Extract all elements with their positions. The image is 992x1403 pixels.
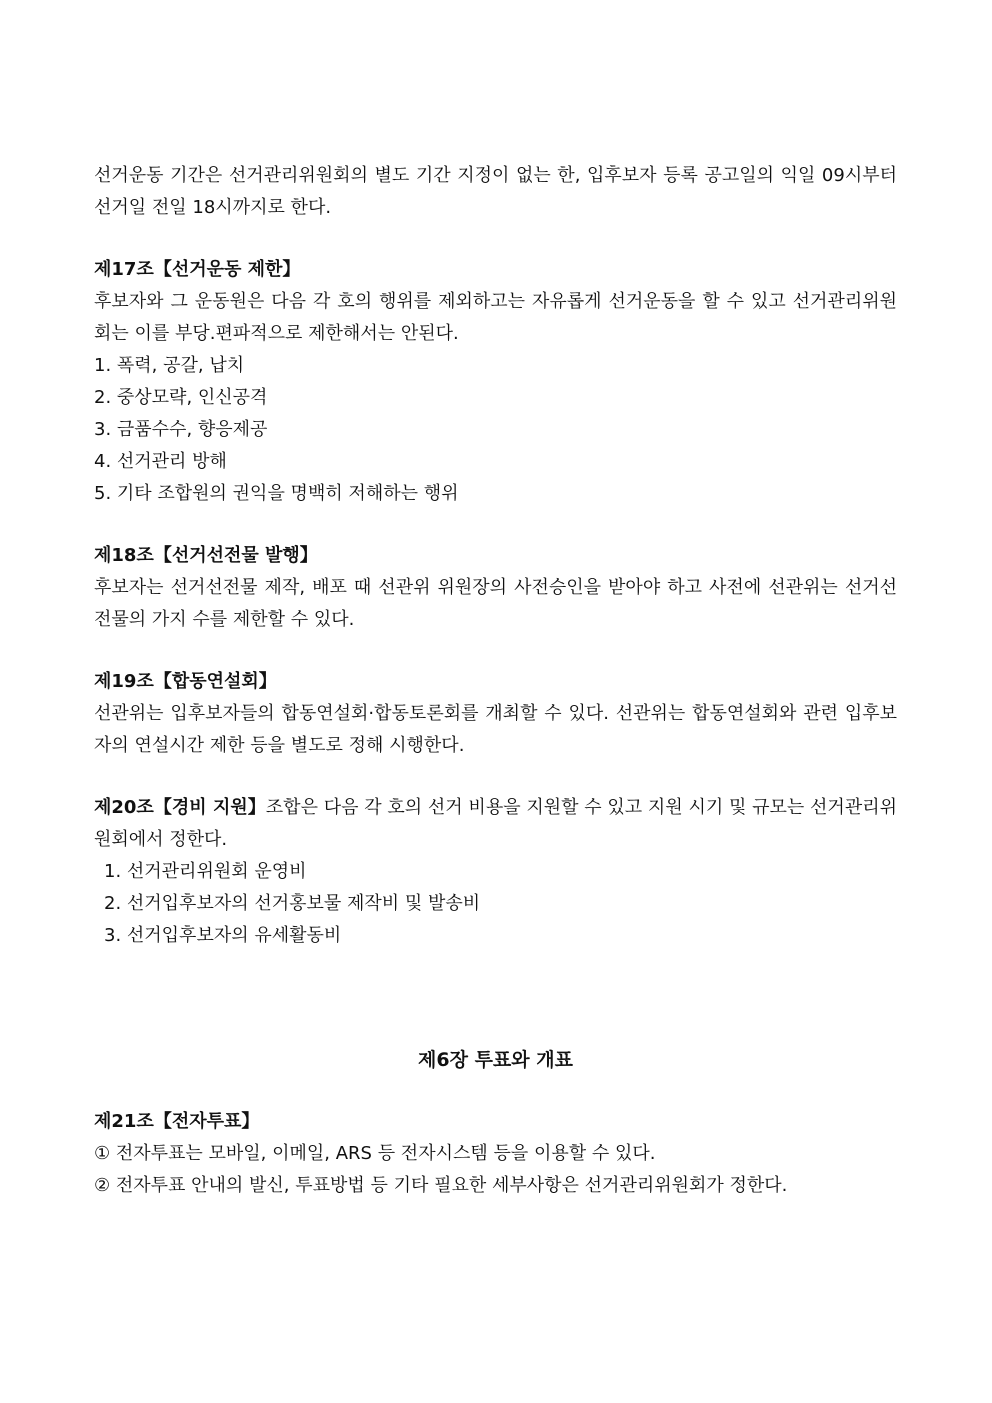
article-20-body: 조합은 다음 각 호의 선거 비용을 지원할 수 있고 지원 시기 및 규모는 선거관리위원회에서 정한다.	[94, 797, 897, 850]
article-19-heading: 제19조【합동연설회】	[94, 671, 277, 692]
article-17-item-4: 4. 선거관리 방해	[94, 451, 227, 472]
article-20-paragraph	[94, 792, 897, 856]
article-20-item-3: 3. 선거입후보자의 유세활동비	[104, 925, 342, 946]
article-20-item-2: 2. 선거입후보자의 선거홍보물 제작비 및 발송비	[104, 893, 481, 914]
article-21-item-2: ② 전자투표 안내의 발신, 투표방법 등 기타 필요한 세부사항은 선거관리위원회가 정한다.	[94, 1175, 788, 1196]
article-21-heading: 제21조【전자투표】	[94, 1111, 260, 1132]
article-18-body: 후보자는 선거선전물 제작, 배포 때 선관위 위원장의 사전승인을 받아야 하고 사전에 선관위는 선거선전물의 가지 수를 제한할 수 있다.	[94, 577, 897, 630]
article-17-item-5: 5. 기타 조합원의 권익을 명백히 저해하는 행위	[94, 483, 459, 504]
article-20-heading: 제20조【경비 지원】	[94, 797, 266, 818]
article-19	[94, 666, 897, 762]
article-17	[94, 254, 897, 510]
intro-paragraph: 선거운동 기간은 선거관리위원회의 별도 기간 지정이 없는 한, 입후보자 등록 공고일의 익일 09시부터 선거일 전일 18시까지로 한다.	[94, 165, 897, 218]
article-17-item-3: 3. 금품수수, 향응제공	[94, 419, 268, 440]
article-19-body: 선관위는 입후보자들의 합동연설회·합동토론회를 개최할 수 있다. 선관위는 합동연설회와 관련 입후보자의 연설시간 제한 등을 별도로 정해 시행한다.	[94, 703, 897, 756]
article-18-heading: 제18조【선거선전물 발행】	[94, 545, 318, 566]
article-17-item-2: 2. 중상모략, 인신공격	[94, 387, 268, 408]
article-17-heading: 제17조【선거운동 제한】	[94, 259, 301, 280]
article-18	[94, 540, 897, 636]
article-17-item-1: 1. 폭력, 공갈, 납치	[94, 355, 245, 376]
article-20-item-1: 1. 선거관리위원회 운영비	[104, 861, 307, 882]
document-page	[94, 160, 897, 1202]
article-20	[94, 792, 897, 952]
article-21	[94, 1106, 897, 1202]
article-17-body: 후보자와 그 운동원은 다음 각 호의 행위를 제외하고는 자유롭게 선거운동을 할 수 있고 선거관리위원회는 이를 부당.편파적으로 제한해서는 안된다.	[94, 291, 897, 344]
article-21-item-1: ① 전자투표는 모바일, 이메일, ARS 등 전자시스템 등을 이용할 수 있다.	[94, 1143, 656, 1164]
chapter-6-title: 제6장 투표와 개표	[418, 1049, 573, 1071]
